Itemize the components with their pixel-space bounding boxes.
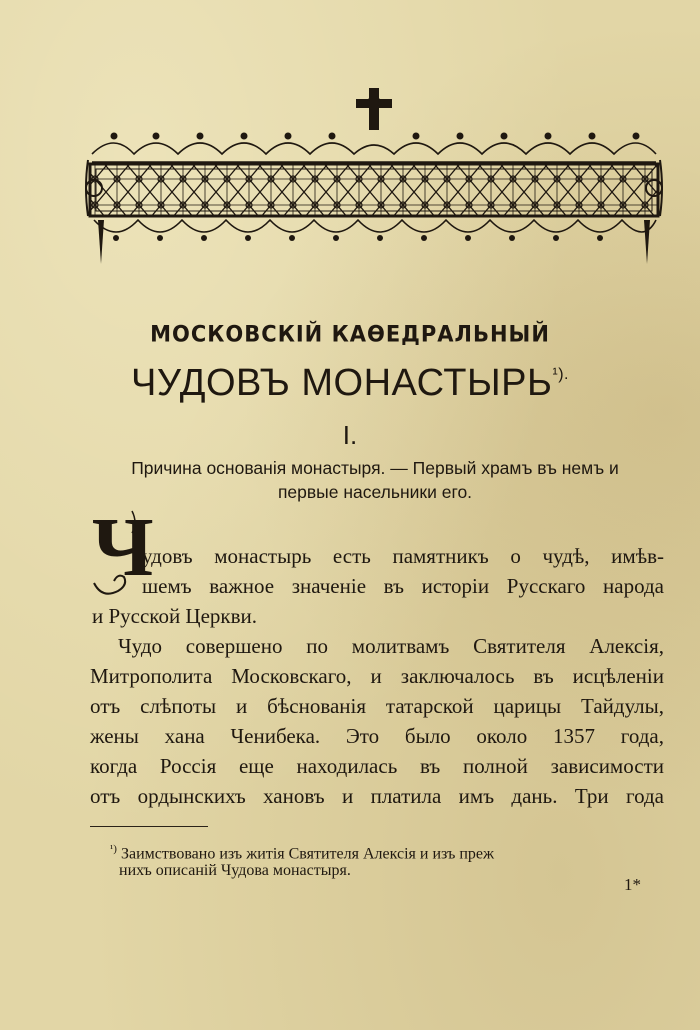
text-line: жены хана Ченибека. Это было около 1357 года, [90, 724, 664, 748]
dropcap-ornament [88, 501, 154, 603]
subtitle-line: Причина основанія монастыря. — Первый храмъ въ немъ и [131, 458, 619, 478]
footnote-line: нихъ описаній Чудова монастыря. [119, 862, 351, 879]
footnote-divider [90, 826, 208, 827]
title-footnote-mark: ¹). [552, 366, 569, 383]
page-title [0, 362, 700, 405]
header-kicker: МОСКОВСКІЙ КАѲЕДРАЛЬНЫЙ [150, 321, 550, 347]
chapter-number: I. [342, 420, 358, 450]
text-line: и Русской Церкви. [92, 604, 258, 628]
text-line: удовъ монастырь есть памятникъ о чудѣ, имѣв- [142, 544, 664, 568]
footnote-text: Заимствовано изъ житія Святителя Алексія и изъ преж [120, 845, 495, 863]
subtitle-line: первые насельники его. [277, 482, 473, 502]
text-line: Чудо совершено по молитвамъ Святителя Алексія, [118, 634, 664, 658]
dropcap-letter: Ч [92, 501, 154, 594]
text-line: Митрополита Московскаго, и заключалось въ исцѣленіи [90, 664, 664, 688]
footnote-mark: ¹) [110, 843, 117, 855]
text-line: когда Россія еще находилась въ полной зависимости [90, 754, 664, 778]
signature-mark: 1* [624, 875, 641, 894]
chapter-subtitle [80, 456, 670, 504]
text-line: отъ слѣпоты и бѣснованія татарской царицы Тайдулы, [90, 694, 664, 718]
title-text: ЧУДОВЪ МОНАСТЫРЬ [131, 362, 553, 404]
text-line: шемъ важное значеніе въ исторіи Русскаго народа [142, 574, 664, 598]
cross-icon [356, 88, 392, 130]
text-line: отъ ордынскихъ хановъ и платила имъ дань. Три года [90, 784, 664, 808]
ornamental-headpiece [84, 88, 664, 270]
